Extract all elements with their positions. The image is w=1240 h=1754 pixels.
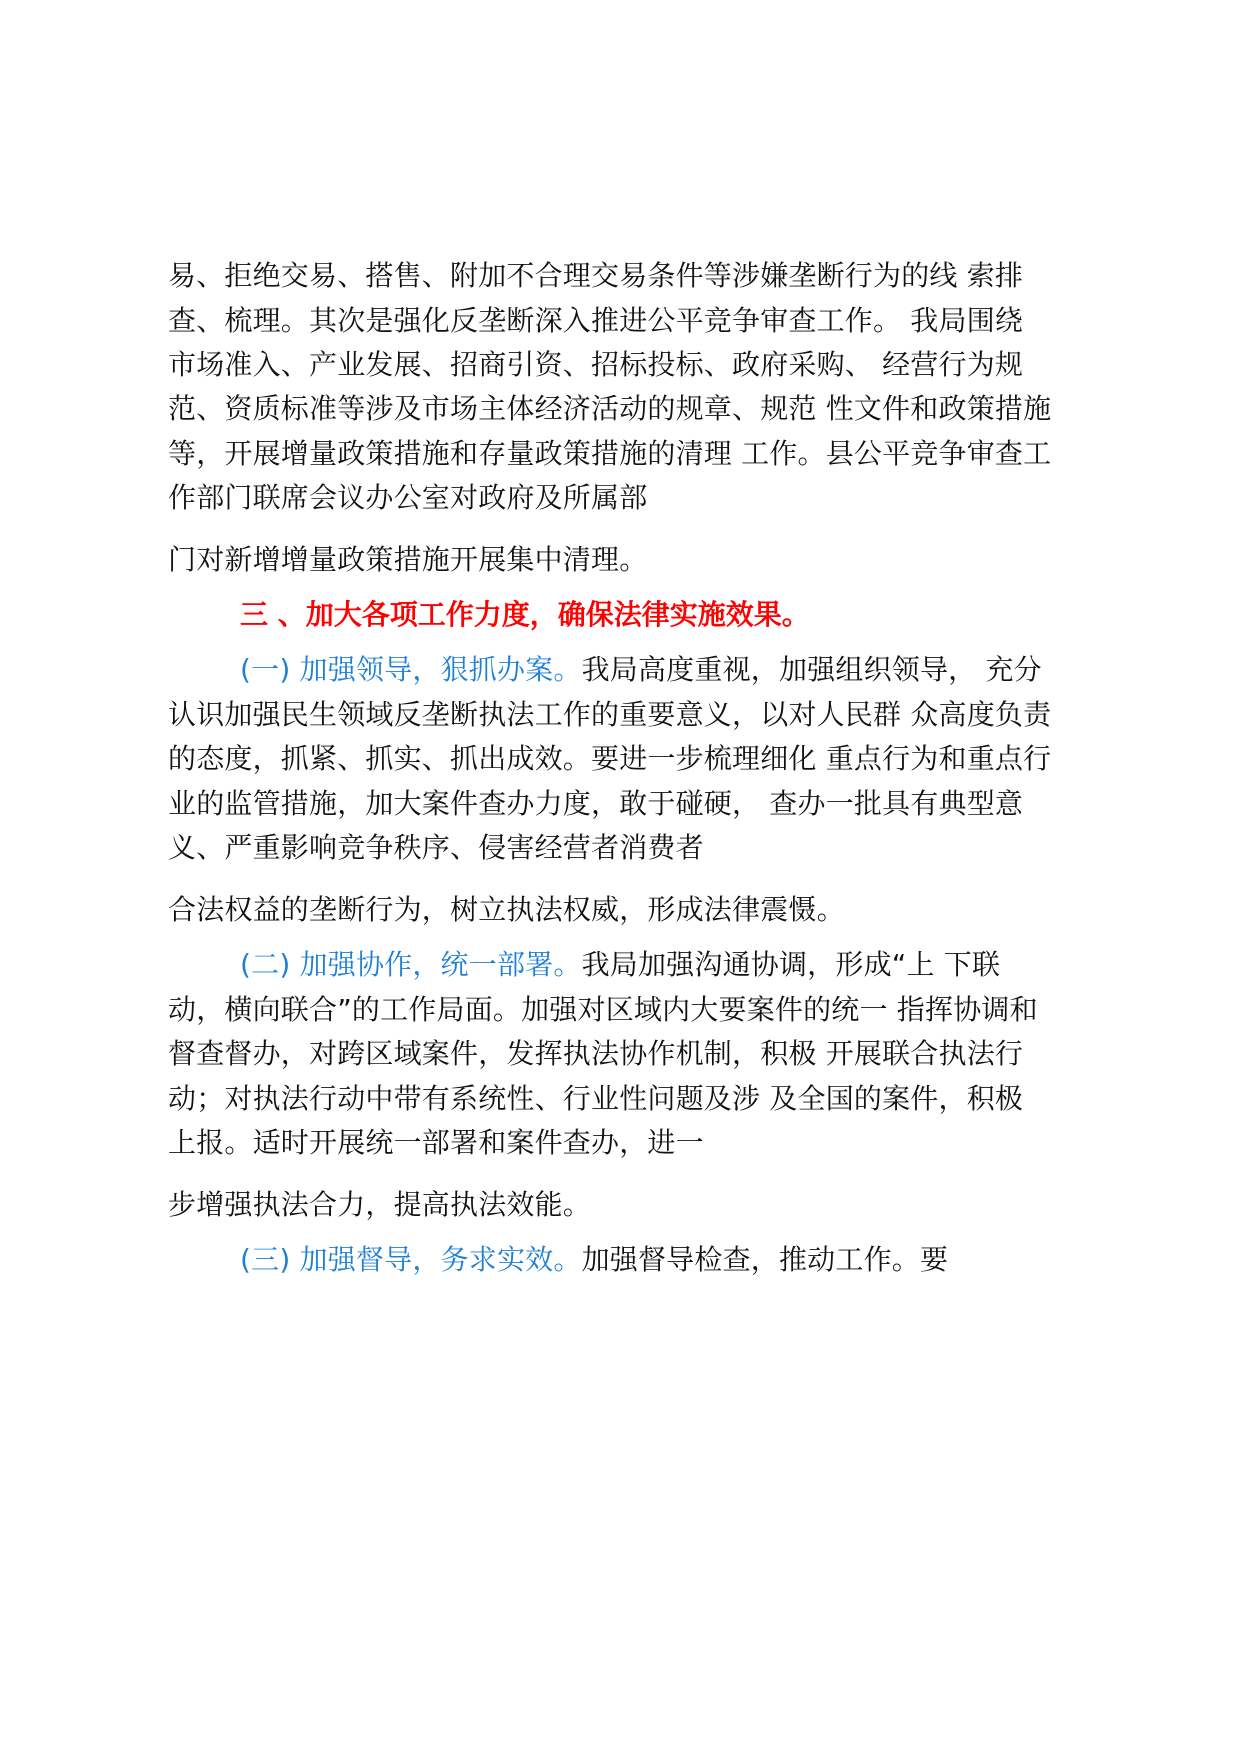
section-3-heading: 三 、加大各项工作力度，确保法律实施效果。 (240, 598, 810, 631)
sub-2-line-4: 动；对执法行动中带有系统性、行业性问题及涉 及全国的案件，积极 (168, 1082, 1024, 1115)
sub-1-line-2: 认识加强民生领域反垄断执法工作的重要意义，以对人民群 众高度负责 (168, 698, 1052, 731)
paragraph-1-line-6: 作部门联席会议办公室对政府及所属部 (168, 481, 648, 514)
paragraph-1-line-5: 等，开展增量政策措施和存量政策措施的清理 工作。县公平竞争审查工 (168, 437, 1052, 470)
paragraph-1-line-4: 范、资质标准等涉及市场主体经济活动的规章、规范 性文件和政策措施 (168, 392, 1052, 425)
sub-1-line-5: 义、严重影响竞争秩序、侵害经营者消费者 (168, 831, 704, 864)
sub-1-line-6: 合法权益的垄断行为，树立执法权威，形成法律震慑。 (168, 893, 845, 926)
paragraph-1-line-1: 易、拒绝交易、搭售、附加不合理交易条件等涉嫌垄断行为的线 索排 (168, 259, 1024, 292)
sub-2-line-6: 步增强执法合力，提高执法效能。 (168, 1188, 592, 1221)
paragraph-1-line-2: 查、梳理。其次是强化反垄断深入推进公平竞争审查工作。 我局围绕 (168, 304, 1024, 337)
sub-2-label: (二) 加强协作，统一部署。 (240, 948, 582, 981)
sub-2-line-5: 上报。适时开展统一部署和案件查办，进一 (168, 1126, 704, 1159)
sub-2-line-2: 动，横向联合”的工作局面。加强对区域内大要案件的统一 指挥协调和 (168, 993, 1038, 1026)
sub-3-first-line-text: 加强督导检查，推动工作。要 (581, 1243, 949, 1276)
sub-3-first-line (240, 1242, 948, 1278)
sub-3-label: (三) 加强督导，务求实效。 (240, 1243, 582, 1276)
sub-2-first-line (240, 947, 1000, 983)
sub-1-label: (一) 加强领导，狠抓办案。 (240, 653, 582, 686)
paragraph-1-line-7: 门对新增增量政策措施开展集中清理。 (168, 543, 648, 576)
sub-2-line-3: 督查督办，对跨区域案件，发挥执法协作机制，积极 开展联合执法行 (168, 1037, 1024, 1070)
sub-1-first-line (240, 652, 1042, 688)
sub-2-first-line-text: 我局加强沟通协调，形成“上 下联 (581, 948, 1001, 981)
sub-1-line-3: 的态度，抓紧、抓实、抓出成效。要进一步梳理细化 重点行为和重点行 (168, 742, 1052, 775)
paragraph-1-line-3: 市场准入、产业发展、招商引资、招标投标、政府采购、 经营行为规 (168, 348, 1024, 381)
sub-1-line-4: 业的监管措施，加大案件查办力度，敢于碰硬， 查办一批具有典型意 (168, 787, 1024, 820)
sub-1-first-line-text: 我局高度重视，加强组织领导， 充分 (581, 653, 1042, 686)
